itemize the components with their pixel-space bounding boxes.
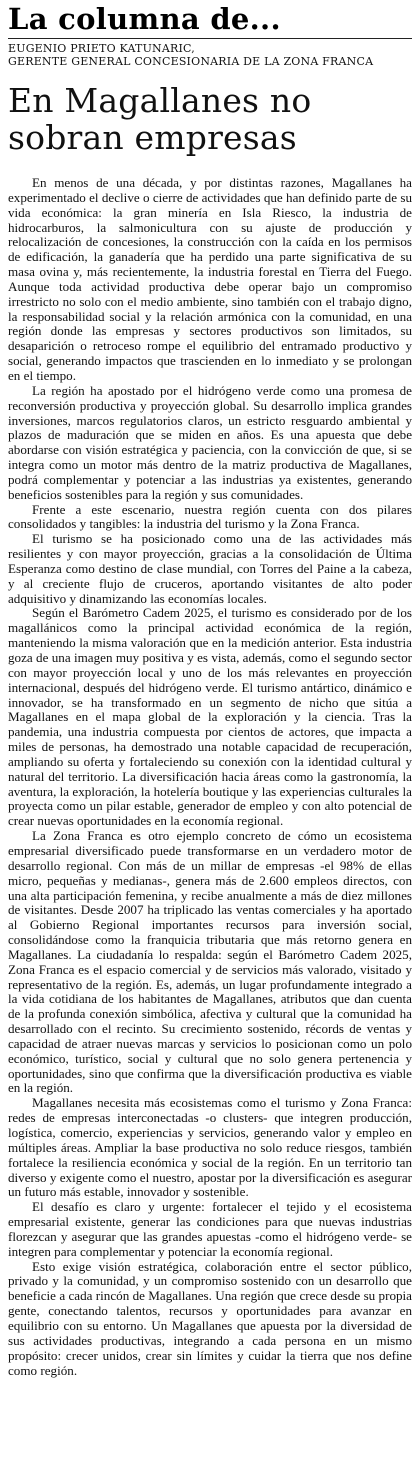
paragraph: Magallanes necesita más ecosistemas como el turismo y Zona Franca: redes de empresas interconectadas -o clusters- que integren producción, logística, comercio, experiencias y servicios, generando valor y empleo en múltiples áreas. Ampliar la base productiva no solo reduce riesgos, también fortalece la resiliencia económica y social de la región. En un territorio tan diverso y exigente como el nuestro, apostar por la diversificación es asegurar un futuro más estable, innovador y sostenible. [8,1095,412,1200]
author-name: EUGENIO PRIETO KATUNARIC, [8,42,195,55]
article-page [0,2,420,1478]
paragraph: Según el Barómetro Cadem 2025, el turismo es considerado por de los magallánicos como la principal actividad económica de la región, manteniendo la misma valoración que en la medición anterior. Esta industria goza de una imagen muy positiva y es vista, además, como el segundo sector con mayor proyección local y uno de los más relevantes en proyección internacional, después del hidrógeno verde. El turismo antártico, dinámico e innovador, se ha transformado en un segmento de nicho que sitúa a Magallanes en el mapa global de la exploración y la ciencia. Tras la pandemia, una industria compuesta por cientos de actores, que impacta a miles de personas, ha demostrado una notable capacidad de recuperación, ampliando su oferta y fortaleciendo su conexión con la identidad cultural y natural del territorio. La diversificación hacia áreas como la gastronomía, la aventura, la exploración, la hotelería boutique y las experiencias culturales la proyecta como un pilar estable, generador de empleo y con alto potencial de crear nuevas oportunidades en la economía regional. [8,605,412,829]
article-body [8,176,412,1378]
paragraph: El turismo se ha posicionado como una de las actividades más resilientes y con mayor proyección, gracias a la consolidación de Última Esperanza como destino de clase mundial, con Torres del Paine a la cabeza, y al creciente flujo de cruceros, aportando visitantes de alto poder adquisitivo y dinamizando las economías locales. [8,531,412,606]
section-title: La columna de... [8,2,281,36]
author-role: GERENTE GENERAL CONCESIONARIA DE LA ZONA FRANCA [8,54,374,68]
headline: En Magallanes no sobran empresas [8,81,312,157]
paragraph: Frente a este escenario, nuestra región cuenta con dos pilares consolidados y tangibles: la industria del turismo y la Zona Franca. [8,501,412,532]
paragraph: La Zona Franca es otro ejemplo concreto de cómo un ecosistema empresarial diversificado puede transformarse en un verdadero motor de desarrollo regional. Con más de un millar de empresas -el 98% de ellas micro, pequeñas y medianas-, genera más de 2.600 empleos directos, con una alta participación femenina, y recibe anualmente a más de diez millones de visitantes. Desde 2007 ha triplicado las ventas comerciales y ha aportado al Gobierno Regional importantes recursos para inversión social, consolidándose como la franquicia tributaria que más retorno genera en Magallanes. La ciudadanía lo respalda: según el Barómetro Cadem 2025, Zona Franca es el espacio comercial y de servicios más valorado, visitado y representativo de la región. Es, además, un lugar profundamente integrado a la vida cotidiana de los habitantes de Magallanes, atributos que dan cuenta de la profunda conexión simbólica, afectiva y cultural que la comunidad ha desarrollado con el recinto. Su crecimiento sostenido, récords de ventas y capacidad de atraer nuevas marcas y servicios lo posicionan como un polo económico, turístico, social y cultural que no solo genera pertenencia y oportunidades, sino que confirma que la diversificación productiva es viable en la región. [8,828,412,1096]
byline [8,43,373,68]
paragraph: La región ha apostado por el hidrógeno verde como una promesa de reconversión productiva y proyección global. Su desarrollo implica grandes inversiones, marcos regulatorios claros, un estricto resguardo ambiental y plazos de maduración que se miden en años. Es una apuesta que debe abordarse con visión estratégica y paciencia, con la convicción de que, si se integra como un motor más dentro de la matriz productiva de Magallanes, podrá complementar y potenciar a las industrias ya existentes, generando beneficios sostenibles para la región y sus comunidades. [8,382,412,502]
paragraph: En menos de una década, y por distintas razones, Magallanes ha experimentado el declive o cierre de actividades que han definido parte de su vida económica: la gran minería en Isla Riesco, la industria de hidrocarburos, la salmonicultura con su ajuste de producción y relocalización de concesiones, la construcción con la caída en los permisos de edificación, la ganadería que ha perdido una parte significativa de su masa ovina y, más recientemente, la industria forestal en Tierra del Fuego. Aunque toda actividad productiva debe operar bajo un compromiso irrestricto no solo con el medio ambiente, sino también con el trabajo digno, la responsabilidad social y la relación armónica con la comunidad, en una región donde las empresas y sectores productivos son limitados, su desaparición o retroceso rompe el equilibrio del entramado productivo y social, generando impactos que trascienden en lo inmediato y se prolongan en el tiempo. [8,175,412,383]
byline-block [8,43,412,68]
paragraph: Esto exige visión estratégica, colaboración entre el sector público, privado y la comunidad, y un compromiso sostenido con un desarrollo que beneficie a cada rincón de Magallanes. Una región que crece desde su propia gente, conectando talentos, recursos y oportunidades para avanzar en equilibrio con su entorno. Un Magallanes que apuesta por la diversidad de sus actividades productivas, integrando a cada persona en un mismo propósito: crecer unidos, crear sin límites y cuidar la tierra que nos define como región. [8,1258,412,1378]
header-rule [8,38,412,39]
paragraph: El desafío es claro y urgente: fortalecer el tejido y el ecosistema empresarial existente, generar las condiciones para que nuevas industrias florezcan y asegurar que las grandes apuestas -como el hidrógeno verde- se integren para complementar y potenciar la economía regional. [8,1199,412,1259]
